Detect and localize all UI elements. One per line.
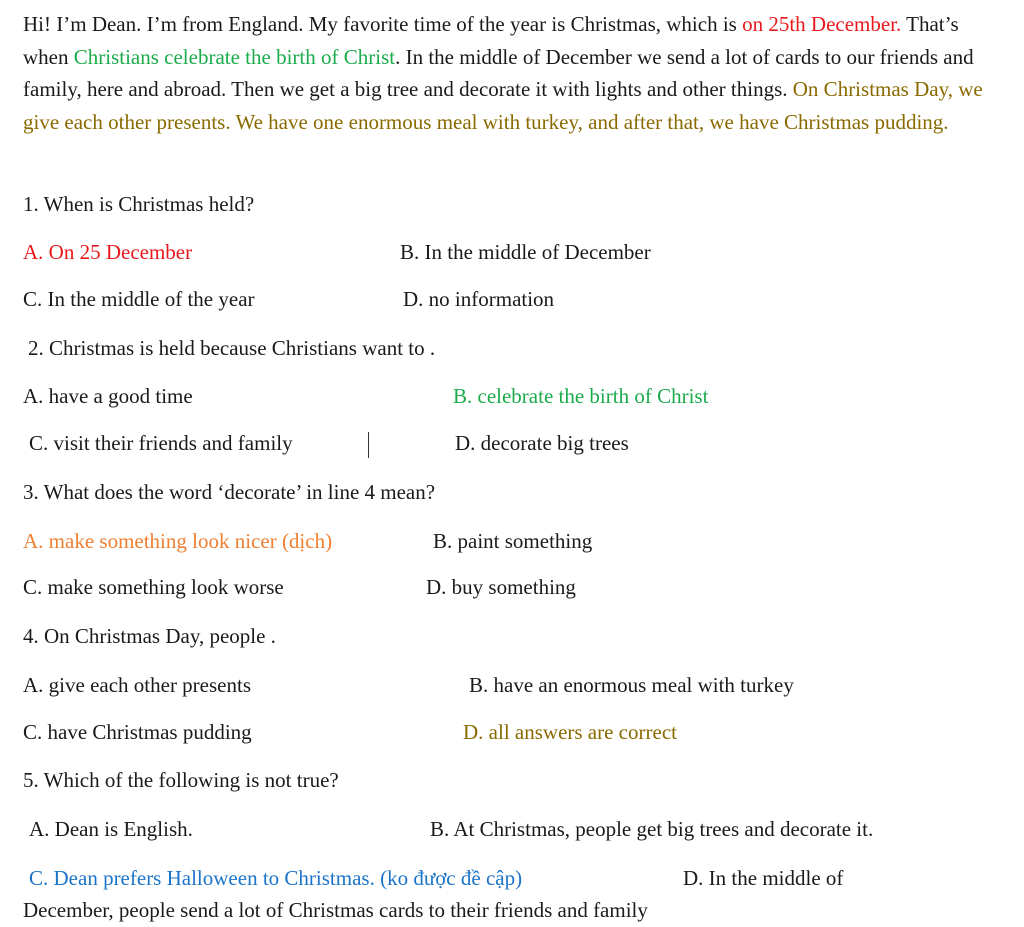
q5-option-d: D. In the middle of <box>683 866 844 890</box>
q2-option-d: D. decorate big trees <box>455 431 629 455</box>
q2-option-a: A. have a good time <box>23 384 193 408</box>
question-5: 5. Which of the following is not true? <box>23 768 339 792</box>
q3-option-c: C. make something look worse <box>23 575 284 599</box>
q1-option-a: A. On 25 December <box>23 240 193 264</box>
q1-option-c: C. In the middle of the year <box>23 287 255 311</box>
q5-option-b: B. At Christmas, people get big trees and decorate it. <box>430 817 874 841</box>
q4-option-c: C. have Christmas pudding <box>23 720 252 744</box>
passage-text: That’s when <box>23 12 959 69</box>
q2-option-c: C. visit their friends and family <box>29 431 293 455</box>
question-3: 3. What does the word ‘decorate’ in line 4 mean? <box>23 480 436 504</box>
q5-option-a: A. Dean is English. <box>29 817 193 841</box>
q3-option-a: A. make something look nicer (dịch) <box>23 529 333 553</box>
text-cursor <box>368 432 369 458</box>
passage-text: Hi! I’m Dean. I’m from England. My favorite time of the year is Christmas, which is <box>23 12 743 36</box>
q2-option-b: B. celebrate the birth of Christ <box>453 384 709 408</box>
passage-text: . In the middle of December we send a lot of cards to our friends and family, here and abroad. Then we get a big tree and decorate it with lights and other things. <box>23 44 974 101</box>
question-2: 2. Christmas is held because Christians want to . <box>28 336 436 360</box>
q5-option-c: C. Dean prefers Halloween to Christmas. (ko được đề cập) <box>29 866 523 890</box>
q1-option-b: B. In the middle of December <box>400 240 651 264</box>
q4-option-b: B. have an enormous meal with turkey <box>469 673 794 697</box>
q4-option-a: A. give each other presents <box>23 673 251 697</box>
q3-option-b: B. paint something <box>433 529 593 553</box>
question-4: 4. On Christmas Day, people . <box>23 624 276 648</box>
q5-option-d-continued: December, people send a lot of Christmas cards to their friends and family <box>23 898 648 922</box>
q4-option-d: D. all answers are correct <box>463 720 677 744</box>
reading-passage <box>23 8 983 138</box>
passage-highlight-reason: Christians celebrate the birth of Christ <box>73 44 396 69</box>
question-1: 1. When is Christmas held? <box>23 192 255 216</box>
passage-highlight-christmas-day: On Christmas Day, we give each other presents. We have one enormous meal with turkey, and after that, we have Christmas pudding. <box>23 77 983 134</box>
q1-option-d: D. no information <box>403 287 555 311</box>
passage-highlight-date: on 25th December. <box>742 12 902 36</box>
q3-option-d: D. buy something <box>426 575 576 599</box>
